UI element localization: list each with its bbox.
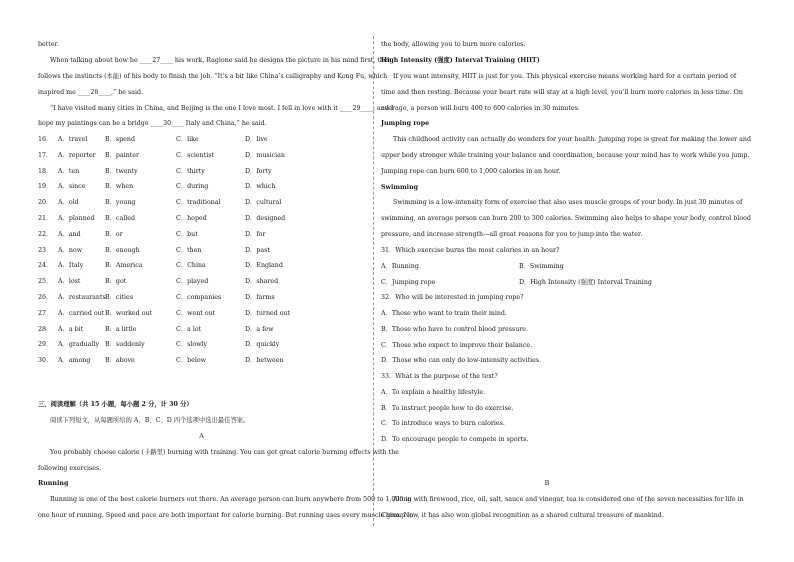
answer-option: A．To explain a healthy lifestyle.	[381, 389, 486, 396]
answer-option: D．turned out	[245, 309, 291, 317]
passage-label: A	[199, 433, 204, 440]
answer-option: A．Italy	[58, 262, 84, 270]
answer-option: C．below	[176, 357, 207, 365]
answer-option: A．ten	[58, 167, 80, 175]
answer-option: A．restaurants	[58, 294, 106, 301]
answer-option: D．cultural	[245, 199, 282, 207]
answer-option: D．forty	[245, 167, 272, 175]
passage-line: Running is one of the best calorie burners out there. An average person can burn anywhere from 500 to 1,000 in	[50, 496, 412, 503]
passage-line: “I have visited many cities in China, and Beijing is the one I love most. I fell in love with it ____29____, and I	[50, 105, 394, 112]
passage-line: time and then resting. Because your heart rate will stay at a high level, you’ll burn more calories in less time. On	[381, 89, 743, 96]
question-number: 16．	[38, 136, 53, 143]
answer-option: A．among	[58, 357, 91, 365]
answer-option: B．young	[105, 199, 136, 207]
question-number: 17．	[38, 151, 53, 159]
answer-option: D．shared	[245, 278, 279, 286]
answer-option: D．England	[245, 262, 283, 270]
answer-option: A．lost	[58, 278, 81, 286]
answer-option: C．but	[176, 230, 198, 238]
answer-option: C．hoped	[176, 215, 207, 222]
passage-line: If you want intensity, HIIT is just for you. This physical exercise means working hard for a certain period of	[393, 73, 737, 80]
answer-option: C．during	[176, 183, 209, 191]
answer-option: D．quickly	[245, 341, 280, 349]
answer-option: A．Those who want to train their mind.	[381, 310, 507, 317]
answer-option: A．planned	[58, 215, 95, 222]
question-number: 23．	[38, 246, 53, 254]
answer-option: B．suddenly	[105, 341, 145, 349]
passage-line: Along with firewood, rice, oil, salt, sauce and vinegar, tea is considered one of the seven necessities for life in	[393, 496, 744, 503]
passage-line: following exercises.	[38, 465, 102, 472]
answer-option: A．now	[58, 246, 83, 254]
question-number: 20．	[38, 199, 53, 207]
answer-option: A．carried out	[58, 309, 105, 317]
question-stem: 32．Who will be interested in jumping rope?	[381, 294, 524, 301]
answer-option: C．then	[176, 246, 202, 254]
passage-line: hope my paintings can be a bridge ____30____ Italy and China,” he said.	[38, 120, 267, 127]
answer-option: B．spend	[105, 136, 135, 143]
answer-option: B．worked out	[105, 309, 153, 317]
answer-option: B．painter	[105, 151, 140, 159]
passage-line: average, a person will burn 400 to 600 calories in 30 minutes.	[381, 105, 580, 112]
answer-option: A．and	[58, 230, 81, 238]
answer-option: B．America	[105, 262, 143, 270]
question-number: 29．	[38, 341, 53, 349]
answer-option: B．when	[105, 183, 134, 191]
passage-label: B	[544, 480, 550, 487]
answer-option: B．twenty	[105, 167, 138, 175]
answer-option: C．companies	[176, 294, 222, 301]
answer-option: A．a bit	[58, 325, 84, 333]
answer-option: C．thirty	[176, 167, 205, 175]
answer-option: A．old	[58, 199, 79, 207]
answer-option: A．reporter	[58, 151, 96, 159]
passage-line: China. Now, it has also won global recognition as a shared cultural treasure of mankind.	[381, 512, 664, 519]
question-number: 24．	[38, 262, 53, 270]
passage-line: the body, allowing you to burn more calories.	[381, 41, 526, 48]
answer-option: D．live	[245, 136, 268, 143]
answer-option: C．played	[176, 278, 209, 286]
answer-option: D．a few	[245, 325, 274, 333]
passage-line: inspired me ____28____,” he said.	[38, 89, 144, 96]
answer-option: C．went out	[176, 309, 216, 317]
answer-option: D．designed	[245, 215, 286, 222]
passage-line: follows the instincts (本能) of his body to finish the job. “It’s a bit like China’s calligraphy and Kong Fu, which	[38, 73, 388, 80]
subheading-running: Running	[38, 480, 69, 487]
answer-option: D．for	[245, 230, 266, 238]
answer-option: A．since	[58, 183, 86, 191]
passage-line: one hour of running. Speed and pace are both important for calorie burning. But running uses every muscle group in	[38, 512, 414, 519]
question-number: 28．	[38, 325, 53, 333]
column-divider	[373, 36, 374, 526]
answer-option: C．Jumping rope	[381, 279, 436, 286]
subheading-hiit: High Intensity (强度) Interval Training (HIIT)	[381, 57, 540, 64]
answer-option: D．past	[245, 246, 270, 254]
answer-option: D．musician	[245, 151, 285, 159]
answer-option: C．traditional	[176, 199, 221, 207]
answer-option: D．High Intensity (强度) Interval Training	[519, 279, 652, 286]
passage-line: Jumping rope can burn 600 to 1,000 calories in an hour.	[381, 168, 561, 175]
question-number: 18．	[38, 167, 53, 175]
answer-option: C．Those who expect to improve their balance.	[381, 342, 533, 349]
answer-option: B．Swimming	[519, 263, 564, 270]
answer-option: B．enough	[105, 246, 140, 254]
answer-option: B．a little	[105, 325, 137, 333]
subheading-swimming: Swimming	[381, 184, 419, 191]
question-stem: 31．Which exercise burns the most calories in an hour?	[381, 247, 560, 254]
answer-option: A．travel	[58, 136, 88, 143]
answer-option: B．Those who have to control blood pressure.	[381, 326, 528, 333]
answer-option: D．Those who can only do low-intensity activities.	[381, 357, 542, 364]
question-number: 21．	[38, 215, 53, 222]
answer-option: B．called	[105, 215, 135, 222]
passage-line: pressure, and increase strength—all great reasons for you to jump into the water.	[381, 231, 643, 238]
section-heading: 三、阅读理解（共 15 小题，每小题 2 分，计 30 分）	[38, 401, 193, 408]
answer-option: C．China	[176, 262, 206, 270]
answer-option: C．To introduce ways to burn calories.	[381, 420, 505, 427]
answer-option: C．scientist	[176, 151, 214, 159]
answer-option: D．To encourage people to compete in sports.	[381, 436, 529, 443]
passage-line: This childhood activity can actually do wonders for your health. Jumping rope is great for making the lower and	[393, 136, 752, 143]
answer-option: D．which	[245, 183, 276, 191]
question-stem: 33．What is the purpose of the text?	[381, 373, 498, 380]
answer-option: A．Running	[381, 263, 419, 270]
question-number: 30．	[38, 357, 53, 365]
answer-option: B．got	[105, 278, 127, 286]
passage-line: When talking about how he ____27____ his work, Ragione said he designs the picture in his mind first, then	[50, 57, 392, 64]
question-number: 26．	[38, 294, 53, 301]
answer-option: B．above	[105, 357, 135, 365]
answer-option: A．gradually	[58, 341, 100, 349]
question-number: 19．	[38, 183, 53, 191]
passage-line: swimming, an average person can burn 200 to 300 calories. Swimming also helps to shape your body, control blood	[381, 215, 751, 222]
passage-line: upper body stronger while training your balance and coordination, because your mind has to work while you jump.	[381, 152, 750, 159]
question-number: 25．	[38, 278, 53, 286]
subheading-jumping-rope: Jumping rope	[381, 120, 430, 127]
passage-line: You probably choose calorie (卡路里) burning with training. You can get great calorie burning effects with the	[50, 449, 399, 456]
passage-line: Swimming is a low-intensity form of exercise that also uses muscle groups of your body. In just 30 minutes of	[393, 199, 743, 206]
passage-line: better.	[38, 41, 59, 48]
answer-option: B．or	[105, 230, 123, 238]
question-number: 22．	[38, 230, 53, 238]
section-instruction: 阅读下列短文，从每题所给的 A、B、C、D 四个选项中选出最佳答案。	[50, 417, 250, 424]
answer-option: D．between	[245, 357, 284, 365]
answer-option: C．like	[176, 136, 199, 143]
question-number: 27．	[38, 309, 53, 317]
answer-option: D．farms	[245, 294, 275, 301]
answer-option: C．a lot	[176, 325, 202, 333]
answer-option: B．To instruct people how to do exercise.	[381, 405, 514, 412]
answer-option: C．slowly	[176, 341, 208, 349]
answer-option: B．cities	[105, 294, 133, 301]
